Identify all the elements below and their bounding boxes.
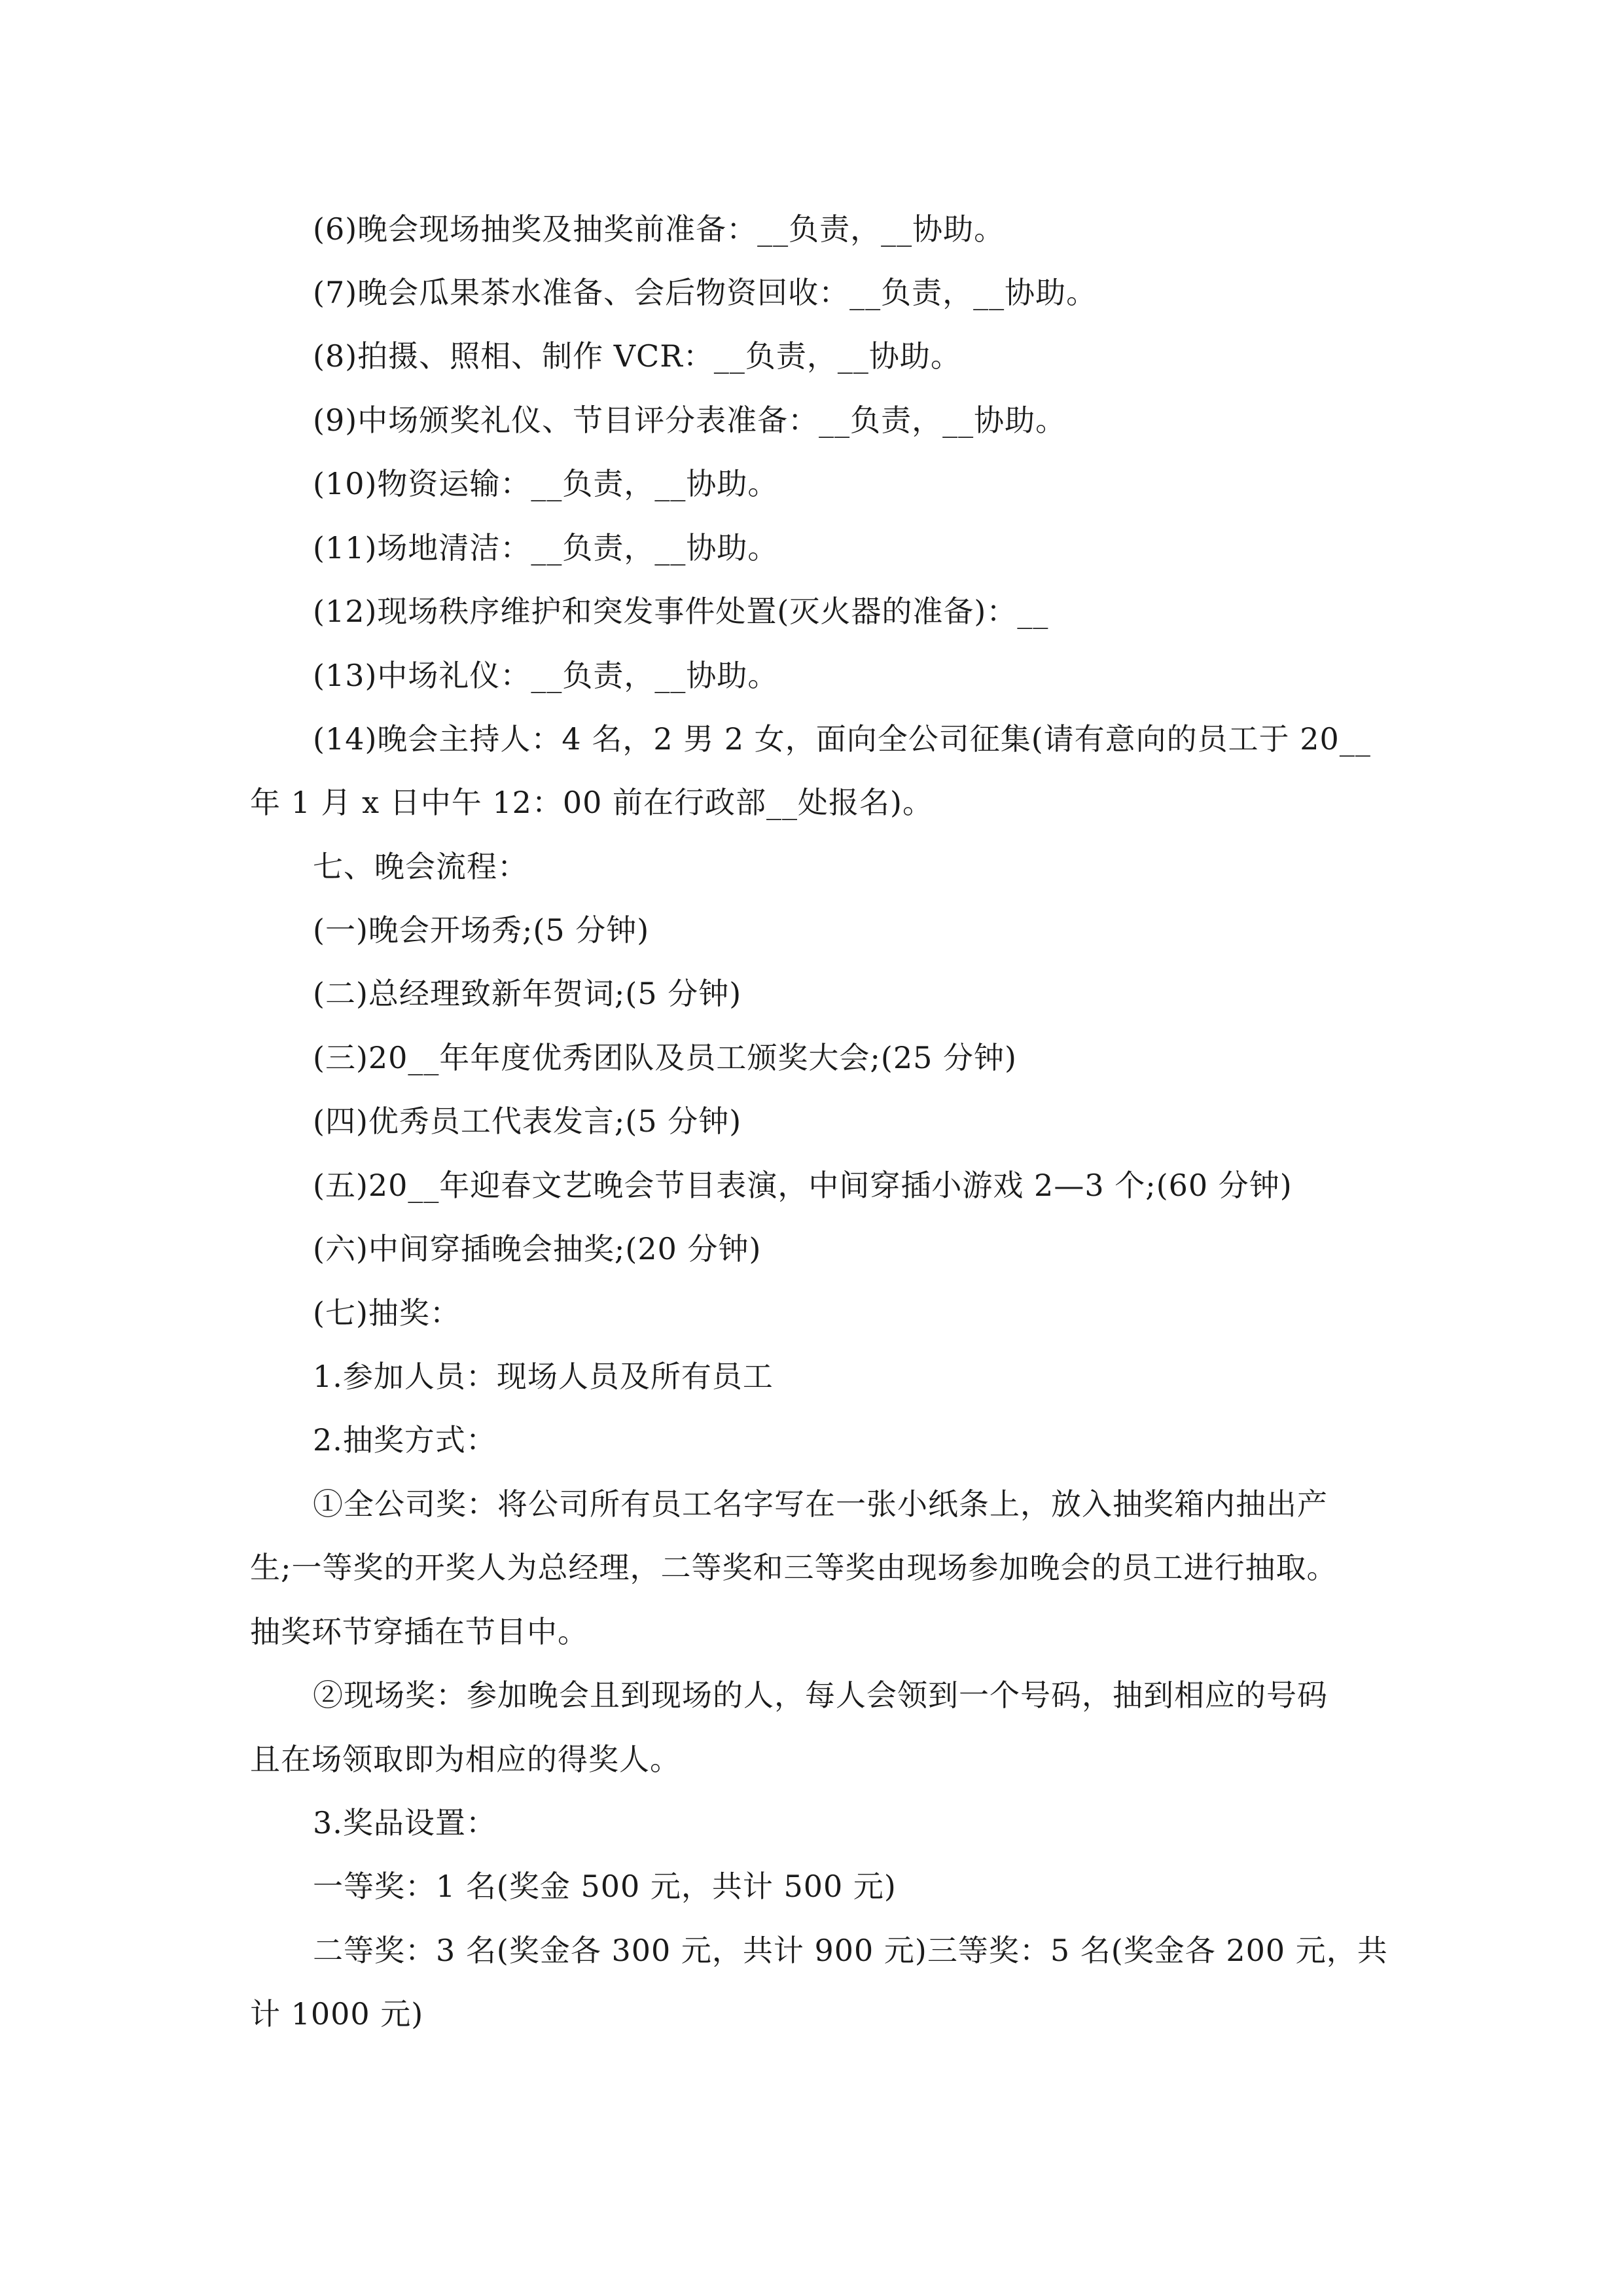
item-9: (9)中场颁奖礼仪、节目评分表准备：__负责，__协助。	[313, 403, 1067, 438]
program-step-1: (一)晚会开场秀;(5 分钟)	[313, 912, 650, 948]
prize-settings-heading: 3.奖品设置：	[313, 1805, 497, 1840]
second-third-prize-continued: 计 1000 元)	[250, 1996, 424, 2032]
second-third-prize: 二等奖：3 名(奖金各 300 元，共计 900 元)三等奖：5 名(奖金各 200 元，共	[313, 1933, 1388, 1968]
company-prize-continued: 生;一等奖的开奖人为总经理，二等奖和三等奖由现场参加晚会的员工进行抽取。	[250, 1550, 1338, 1585]
onsite-prize-continued: 且在场领取即为相应的得奖人。	[250, 1742, 681, 1777]
lottery-participants: 1.参加人员：现场人员及所有员工	[313, 1359, 774, 1394]
program-step-7: (七)抽奖：	[313, 1295, 461, 1331]
lottery-method-heading: 2.抽奖方式：	[313, 1422, 497, 1458]
onsite-prize-paragraph: ②现场奖：参加晚会且到现场的人，每人会领到一个号码，抽到相应的号码	[313, 1677, 1328, 1713]
program-step-5: (五)20__年迎春文艺晚会节目表演，中间穿插小游戏 2—3 个;(60 分钟)	[313, 1168, 1293, 1203]
item-13: (13)中场礼仪：__负责，__协助。	[313, 658, 779, 693]
item-6: (6)晚会现场抽奖及抽奖前准备：__负责，__协助。	[313, 211, 1005, 247]
company-prize-continued-2: 抽奖环节穿插在节目中。	[250, 1614, 588, 1649]
company-prize-paragraph: ①全公司奖：将公司所有员工名字写在一张小纸条上，放入抽奖箱内抽出产	[313, 1486, 1328, 1522]
item-14: (14)晚会主持人：4 名，2 男 2 女，面向全公司征集(请有意向的员工于 20__	[313, 721, 1371, 757]
program-step-2: (二)总经理致新年贺词;(5 分钟)	[313, 976, 742, 1011]
section-heading-program: 七、晚会流程：	[313, 849, 528, 884]
item-11: (11)场地清洁：__负责，__协助。	[313, 530, 779, 565]
item-8: (8)拍摄、照相、制作 VCR：__负责，__协助。	[313, 338, 961, 374]
item-10: (10)物资运输：__负责，__协助。	[313, 466, 779, 501]
first-prize: 一等奖：1 名(奖金 500 元，共计 500 元)	[313, 1869, 897, 1904]
item-12: (12)现场秩序维护和突发事件处置(灭火器的准备)：__	[313, 594, 1049, 629]
item-14-continued: 年 1 月 x 日中午 12：00 前在行政部__处报名)。	[250, 785, 933, 820]
program-step-6: (六)中间穿插晚会抽奖;(20 分钟)	[313, 1231, 762, 1266]
program-step-4: (四)优秀员工代表发言;(5 分钟)	[313, 1103, 742, 1139]
program-step-3: (三)20__年年度优秀团队及员工颁奖大会;(25 分钟)	[313, 1040, 1017, 1075]
item-7: (7)晚会瓜果茶水准备、会后物资回收：__负责，__协助。	[313, 275, 1097, 310]
